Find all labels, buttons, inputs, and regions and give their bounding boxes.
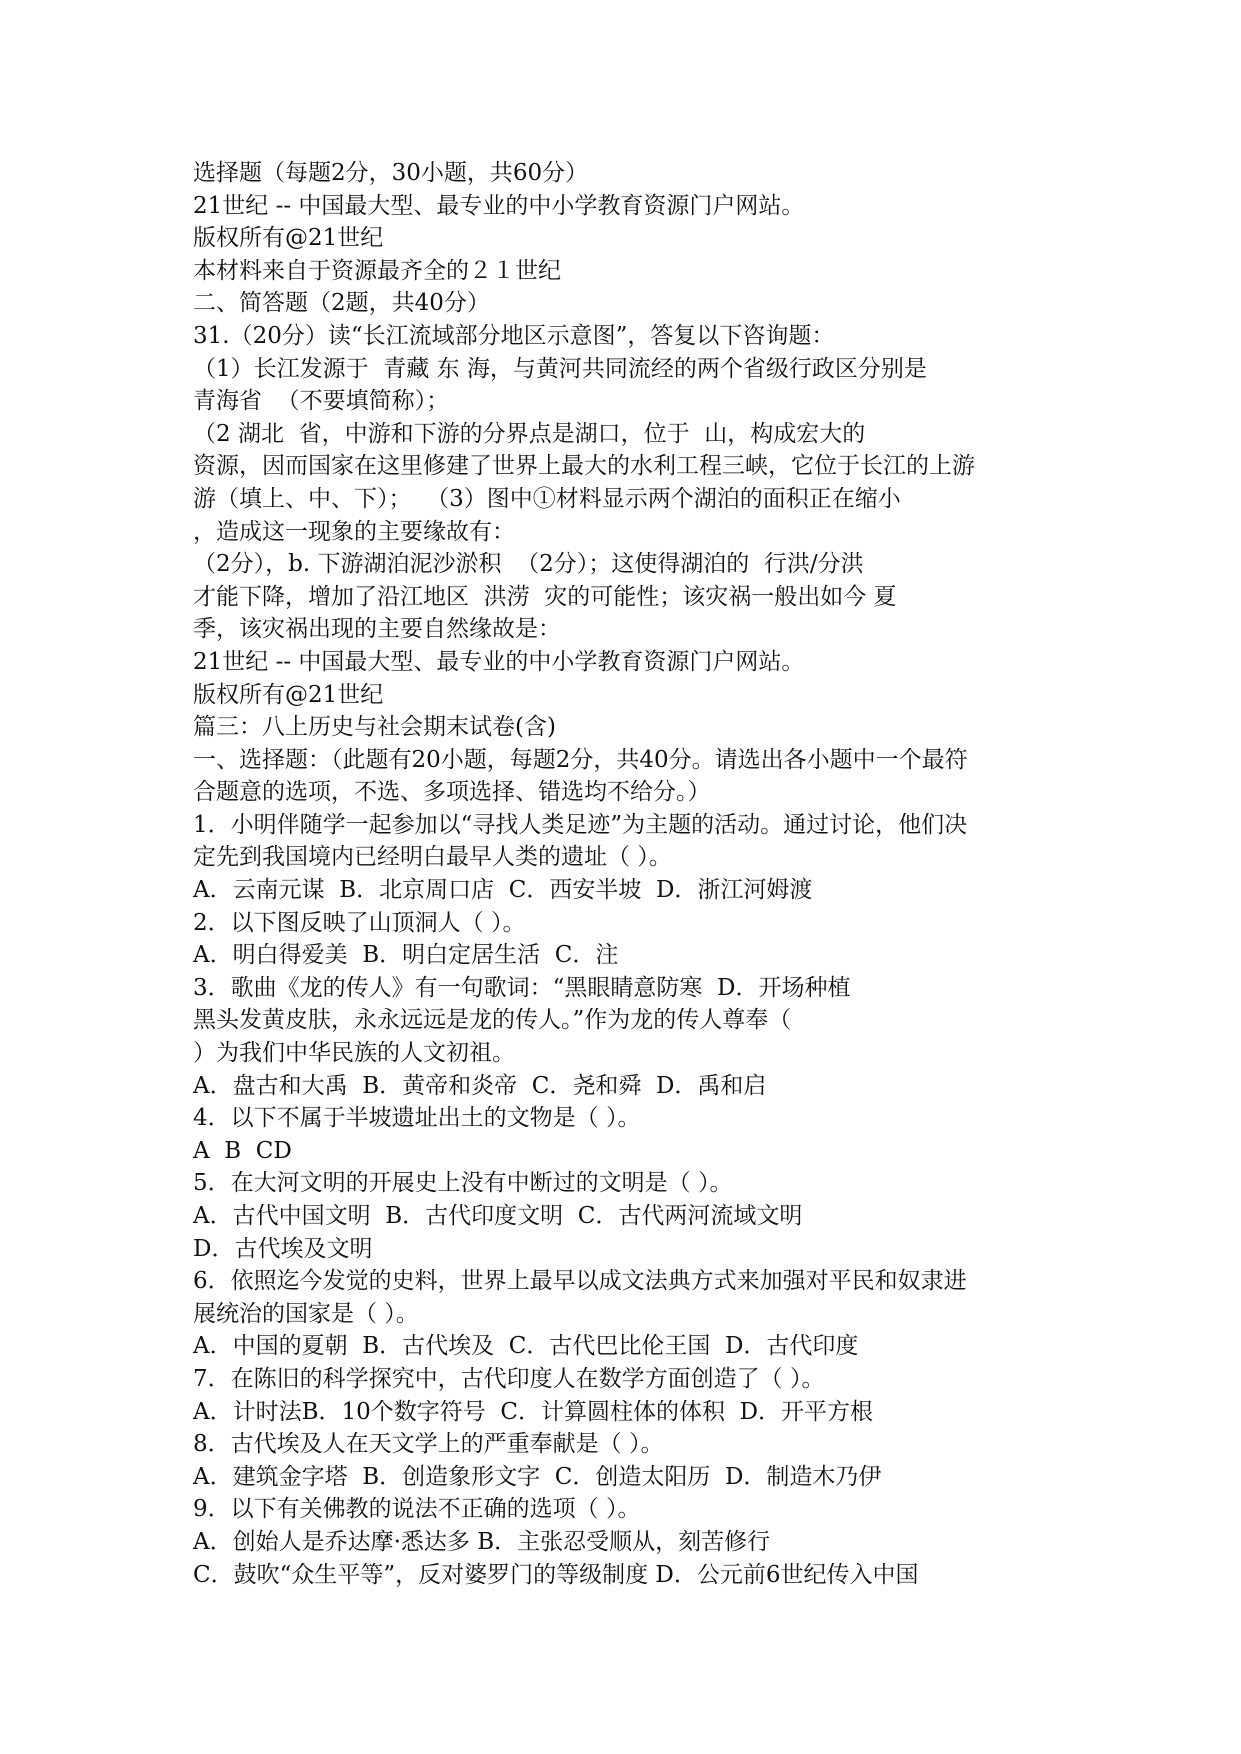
text-line: 资源，因而国家在这里修建了世界上最大的水利工程三峡，它位于长江的上游 [193, 453, 975, 480]
text-line: A．明白得爱美 B．明白定居生活 C．注 [193, 942, 619, 969]
text-line: 3．歌曲《龙的传人》有一句歌词：“黑眼睛意防寒 D．开场种植 [193, 974, 851, 1001]
text-line: ，造成这一现象的主要缘故有： [193, 518, 515, 545]
text-line: （2分），b. 下游湖泊泥沙淤积 （2分）；这使得湖泊的 行洪/分洪 [193, 551, 864, 578]
text-line: C．鼓吹“众生平等”，反对婆罗门的等级制度 D．公元前6世纪传入中国 [193, 1561, 919, 1588]
document-body [193, 157, 1093, 1591]
text-line: 篇三：八上历史与社会期末试卷(含) [193, 714, 556, 741]
text-line: 定先到我国境内已经明白最早人类的遗址（ ）。 [193, 844, 672, 871]
text-line: 2．以下图反映了山顶洞人（ ）。 [193, 909, 526, 936]
text-line: 9．以下有关佛教的说法不正确的选项（ ）。 [193, 1496, 641, 1523]
text-line: 游（填上、中、下）； （3）图中①材料显示两个湖泊的面积正在缩小 [193, 485, 901, 512]
text-line: A．计时法B．10个数字符号 C．计算圆柱体的体积 D．开平方根 [193, 1398, 874, 1425]
text-line: 8．古代埃及人在天文学上的严重奉献是（ ）。 [193, 1431, 664, 1458]
text-line: 31.（20分）读“长江流域部分地区示意图”，答复以下咨询题： [193, 322, 835, 349]
text-line: 版权所有@21世纪 [193, 225, 384, 252]
text-line: 本材料来自于资源最齐全的２１世纪 [193, 257, 561, 284]
text-line: ）为我们中华民族的人文初祖。 [193, 1040, 515, 1067]
text-line: A．盘古和大禹 B．黄帝和炎帝 C．尧和舜 D．禹和启 [193, 1072, 767, 1099]
text-line: 二、简答题（2题，共40分） [193, 290, 490, 317]
text-line: 1．小明伴随学一起参加以“寻找人类足迹”为主题的活动。通过讨论，他们决 [193, 811, 968, 838]
text-line: A．建筑金字塔 B．创造象形文字 C．创造太阳历 D．制造木乃伊 [193, 1463, 882, 1490]
text-line: D．古代埃及文明 [193, 1235, 373, 1262]
text-line: 4．以下不属于半坡遗址出土的文物是（ ）。 [193, 1105, 641, 1132]
text-line: 5．在大河文明的开展史上没有中断过的文明是（ ）。 [193, 1170, 733, 1197]
text-line: 合题意的选项，不选、多项选择、错选均不给分。） [193, 779, 711, 806]
text-line: A．创始人是乔达摩·悉达多 B．主张忍受顺从，刻苦修行 [193, 1528, 771, 1555]
text-line: 展统治的国家是（ ）。 [193, 1300, 419, 1327]
text-line: 7．在陈旧的科学探究中，古代印度人在数学方面创造了（ ）。 [193, 1365, 825, 1392]
text-line: A．云南元谋 B．北京周口店 C．西安半坡 D．浙江河姆渡 [193, 877, 813, 904]
text-line: 6．依照迄今发觉的史料，世界上最早以成文法典方式来加强对平民和奴隶进 [193, 1268, 967, 1295]
text-line: 选择题（每题2分，30小题，共60分） [193, 160, 589, 186]
text-line: 季，该灾祸出现的主要自然缘故是： [193, 616, 561, 643]
text-line: 21世纪 -- 中国最大型、最专业的中小学教育资源门户网站。 [193, 192, 805, 219]
text-line: （2 湖北 省，中游和下游的分界点是湖口，位于 山，构成宏大的 [193, 420, 866, 447]
text-line: A．中国的夏朝 B．古代埃及 C．古代巴比伦王国 D．古代印度 [193, 1333, 859, 1360]
text-line: A B CD [193, 1137, 292, 1164]
text-line: 青海省 （不要填简称）； [193, 388, 450, 415]
text-line: A．古代中国文明 B．古代印度文明 C．古代两河流域文明 [193, 1203, 803, 1229]
text-line: （1）长江发源于 青藏 东 海，与黄河共同流经的两个省级行政区分别是 [193, 355, 927, 382]
text-line: 黑头发黄皮肤，永永远远是龙的传人。”作为龙的传人尊奉（ [193, 1007, 792, 1034]
text-line: 版权所有@21世纪 [193, 681, 384, 708]
text-line: 才能下降，增加了沿江地区 洪涝 灾的可能性；该灾祸一般出如今 夏 [193, 583, 897, 610]
text-line: 21世纪 -- 中国最大型、最专业的中小学教育资源门户网站。 [193, 648, 805, 675]
text-line: 一、选择题：（此题有20小题，每题2分，共40分。请选出各小题中一个最符 [193, 746, 968, 773]
